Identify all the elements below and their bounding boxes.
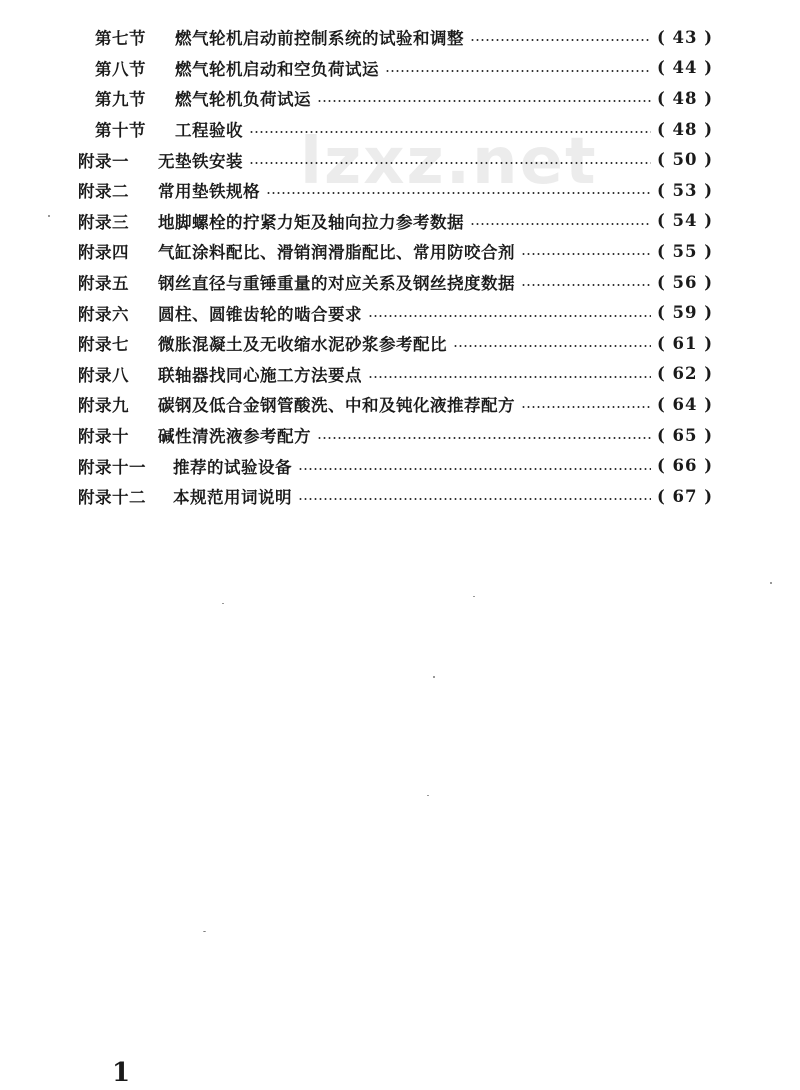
scan-speck: [222, 603, 224, 604]
toc-entry-label: 附录七: [78, 335, 129, 355]
toc-entry-label: 第九节: [95, 90, 146, 110]
toc-entry-appendix-7[interactable]: [0, 328, 800, 359]
toc-entry-page: ( 61 ): [657, 333, 714, 353]
dot-leader: [368, 376, 651, 378]
toc-entry-label: 附录六: [78, 304, 129, 324]
toc-entry-label: 附录十一: [78, 457, 146, 477]
toc-entry-label: 附录二: [78, 182, 129, 202]
watermark: lzxz.net: [300, 125, 598, 199]
toc-entry-section-8[interactable]: [0, 53, 800, 84]
scan-speck: [770, 582, 772, 584]
toc-entry-appendix-6[interactable]: [0, 297, 800, 328]
toc-entry-section-10[interactable]: [0, 114, 800, 145]
scan-speck: [473, 596, 475, 597]
toc-entry-page: ( 54 ): [657, 211, 714, 231]
scan-speck: [433, 676, 435, 678]
toc-entry-appendix-1[interactable]: [0, 144, 800, 175]
toc-entry-page: ( 50 ): [657, 150, 714, 170]
toc-entry-appendix-4[interactable]: [0, 236, 800, 267]
toc-entry-page: ( 48 ): [657, 119, 714, 139]
dot-leader: [521, 284, 651, 286]
toc-entry-page: ( 43 ): [657, 27, 714, 47]
dot-leader: [521, 253, 651, 255]
toc-entry-appendix-3[interactable]: [0, 206, 800, 237]
toc-entry-label: 第七节: [95, 29, 146, 49]
toc-entry-title: 燃气轮机负荷试运: [175, 90, 311, 110]
toc-entry-title: 联轴器找同心施工方法要点: [158, 365, 362, 385]
toc-entry-label: 附录九: [78, 396, 129, 416]
scan-speck: [48, 215, 50, 217]
toc-entry-label: 附录五: [78, 274, 129, 294]
toc-entry-section-9[interactable]: [0, 83, 800, 114]
dot-leader: [298, 498, 651, 500]
toc-entry-title: 无垫铁安装: [158, 151, 243, 171]
toc-entry-label: 第十节: [95, 121, 146, 141]
toc-entry-page: ( 59 ): [657, 303, 714, 323]
toc-entry-label: 附录八: [78, 365, 129, 385]
toc-entry-appendix-8[interactable]: [0, 359, 800, 390]
toc-entry-title: 本规范用词说明: [173, 488, 292, 508]
toc-entry-title: 圆柱、圆锥齿轮的啮合要求: [158, 304, 362, 324]
toc-entry-appendix-9[interactable]: [0, 389, 800, 420]
toc-entry-label: 附录十二: [78, 488, 146, 508]
toc-entry-appendix-5[interactable]: [0, 267, 800, 298]
toc-entry-label: 附录一: [78, 151, 129, 171]
toc-entry-title: 碳钢及低合金钢管酸洗、中和及钝化液推荐配方: [158, 396, 515, 416]
toc-entry-label: 附录十: [78, 427, 129, 447]
toc-entry-appendix-10[interactable]: [0, 420, 800, 451]
toc-entry-appendix-2[interactable]: [0, 175, 800, 206]
dot-leader: [317, 437, 651, 439]
toc-entry-section-7[interactable]: [0, 22, 800, 53]
scan-speck: [427, 795, 429, 796]
dot-leader: [317, 100, 651, 102]
dot-leader: [385, 70, 651, 72]
toc-entry-title: 工程验收: [175, 121, 243, 141]
toc-entry-page: ( 53 ): [657, 180, 714, 200]
dot-leader: [249, 131, 651, 133]
dot-leader: [266, 192, 651, 194]
toc-entry-page: ( 66 ): [657, 456, 714, 476]
dot-leader: [470, 223, 651, 225]
dot-leader: [521, 406, 651, 408]
toc-entry-label: 附录三: [78, 212, 129, 232]
toc-entry-appendix-11[interactable]: [0, 450, 800, 481]
dot-leader: [470, 39, 651, 41]
toc-entry-title: 钢丝直径与重锤重量的对应关系及钢丝挠度数据: [158, 274, 515, 294]
toc-entry-title: 微胀混凝土及无收缩水泥砂浆参考配比: [158, 335, 447, 355]
toc-entry-page: ( 64 ): [657, 394, 714, 414]
page-number: 1: [112, 1058, 131, 1088]
toc-entry-page: ( 62 ): [657, 364, 714, 384]
table-of-contents: [0, 22, 800, 512]
scan-speck: [203, 931, 206, 932]
toc-entry-page: ( 65 ): [657, 425, 714, 445]
toc-entry-title: 碱性清洗液参考配方: [158, 427, 311, 447]
toc-entry-page: ( 56 ): [657, 272, 714, 292]
toc-entry-title: 气缸涂料配比、滑销润滑脂配比、常用防咬合剂: [158, 243, 515, 263]
toc-entry-page: ( 44 ): [657, 58, 714, 78]
toc-entry-title: 燃气轮机启动前控制系统的试验和调整: [175, 29, 464, 49]
toc-entry-page: ( 48 ): [657, 88, 714, 108]
dot-leader: [298, 468, 651, 470]
toc-entry-title: 地脚螺栓的拧紧力矩及轴向拉力参考数据: [158, 212, 464, 232]
toc-entry-page: ( 67 ): [657, 486, 714, 506]
toc-entry-title: 推荐的试验设备: [173, 457, 292, 477]
toc-entry-label: 第八节: [95, 59, 146, 79]
toc-entry-page: ( 55 ): [657, 241, 714, 261]
dot-leader: [453, 345, 651, 347]
dot-leader: [368, 315, 651, 317]
toc-entry-appendix-12[interactable]: [0, 481, 800, 512]
dot-leader: [249, 162, 651, 164]
toc-entry-title: 燃气轮机启动和空负荷试运: [175, 59, 379, 79]
toc-entry-title: 常用垫铁规格: [158, 182, 260, 202]
toc-entry-label: 附录四: [78, 243, 129, 263]
